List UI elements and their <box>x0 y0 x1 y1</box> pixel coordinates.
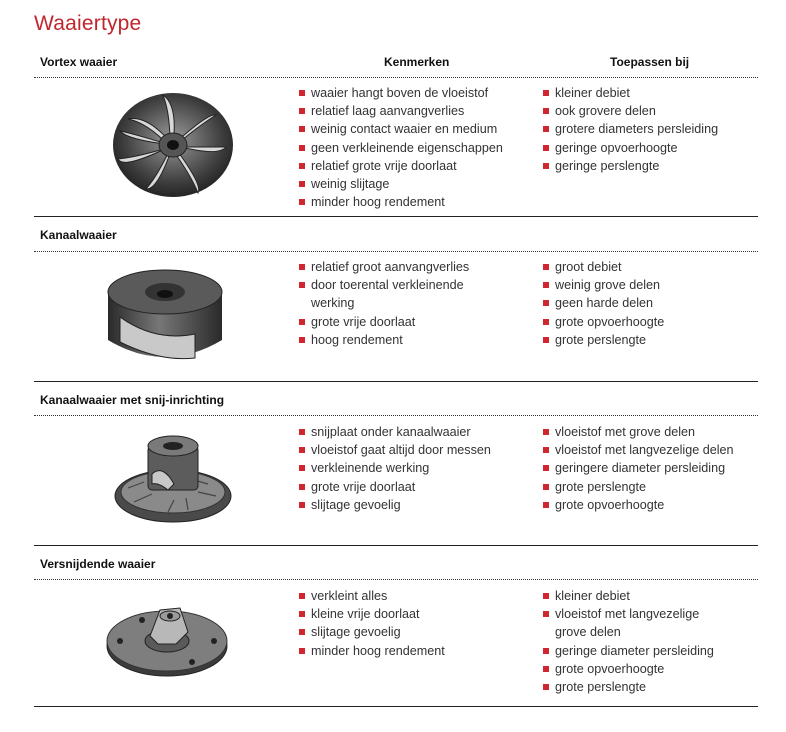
list-item: minder hoog rendement <box>298 193 503 211</box>
divider <box>34 77 758 78</box>
list-item: kleiner debiet <box>542 587 714 605</box>
vortex-impeller-image <box>108 85 238 205</box>
list-item: relatief laag aanvangverlies <box>298 102 503 120</box>
list-item: groot debiet <box>542 258 664 276</box>
list-item: grote vrije doorlaat <box>298 313 469 331</box>
divider <box>34 381 758 382</box>
list-item: vloeistof met langvezelige delen <box>542 441 734 459</box>
list-item: grote perslengte <box>542 678 714 696</box>
section-title-vortex: Vortex waaier <box>40 55 118 69</box>
list-item: vloeistof met langvezelige <box>542 605 714 623</box>
list-item: geen verkleinende eigenschappen <box>298 139 503 157</box>
list-item: verkleinende werking <box>298 459 491 477</box>
toepassen-list-kanaalwaaier <box>542 258 664 349</box>
column-header-toepassen: Toepassen bij <box>610 55 690 69</box>
column-header-kenmerken: Kenmerken <box>384 55 450 69</box>
divider <box>34 216 758 217</box>
list-item: grote opvoerhoogte <box>542 496 734 514</box>
list-item: grote opvoerhoogte <box>542 313 664 331</box>
divider <box>34 545 758 546</box>
page-title: Waaiertype <box>34 12 142 35</box>
toepassen-list-vortex <box>542 84 718 175</box>
list-item: grotere diameters persleiding <box>542 120 718 138</box>
list-item: geringe diameter persleiding <box>542 642 714 660</box>
list-item: vloeistof met grove delen <box>542 423 734 441</box>
list-item: grote perslengte <box>542 478 734 496</box>
kenmerken-list-versnijdende <box>298 587 445 660</box>
list-item: hoog rendement <box>298 331 469 349</box>
section-title-snij-inrichting: Kanaalwaaier met snij-inrichting <box>40 393 225 407</box>
section-title-versnijdende: Versnijdende waaier <box>40 557 156 571</box>
list-item: geen harde delen <box>542 294 664 312</box>
divider <box>34 251 758 252</box>
section-title-kanaalwaaier: Kanaalwaaier <box>40 228 117 242</box>
divider <box>34 579 758 580</box>
list-item: vloeistof gaat altijd door messen <box>298 441 491 459</box>
cutter-channel-impeller-image <box>108 424 238 534</box>
shredding-impeller-image <box>102 596 232 686</box>
channel-impeller-image <box>100 262 230 372</box>
list-item: relatief groot aanvangverlies <box>298 258 469 276</box>
list-item: weinig contact waaier en medium <box>298 120 503 138</box>
list-item: weinig grove delen <box>542 276 664 294</box>
list-item: grove delen <box>555 625 621 640</box>
kenmerken-list-snij-inrichting <box>298 423 491 514</box>
divider <box>34 415 758 416</box>
list-item: minder hoog rendement <box>298 642 445 660</box>
list-item: werking <box>311 296 355 311</box>
list-item: snijplaat onder kanaalwaaier <box>298 423 491 441</box>
list-item: grote opvoerhoogte <box>542 660 714 678</box>
list-item: grote vrije doorlaat <box>298 478 491 496</box>
list-item: door toerental verkleinende <box>298 276 469 294</box>
list-item: slijtage gevoelig <box>298 623 445 641</box>
toepassen-list-snij-inrichting <box>542 423 734 514</box>
divider <box>34 706 758 707</box>
list-item: ook grovere delen <box>542 102 718 120</box>
kenmerken-list-kanaalwaaier <box>298 258 469 349</box>
list-item: geringe opvoerhoogte <box>542 139 718 157</box>
list-item: waaier hangt boven de vloeistof <box>298 84 503 102</box>
list-item: relatief grote vrije doorlaat <box>298 157 503 175</box>
list-item: kleine vrije doorlaat <box>298 605 445 623</box>
list-item: verkleint alles <box>298 587 445 605</box>
list-item: geringere diameter persleiding <box>542 459 734 477</box>
kenmerken-list-vortex <box>298 84 503 211</box>
list-item: slijtage gevoelig <box>298 496 491 514</box>
list-item: kleiner debiet <box>542 84 718 102</box>
list-item: weinig slijtage <box>298 175 503 193</box>
toepassen-list-versnijdende <box>542 587 714 696</box>
list-item: geringe perslengte <box>542 157 718 175</box>
list-item: grote perslengte <box>542 331 664 349</box>
